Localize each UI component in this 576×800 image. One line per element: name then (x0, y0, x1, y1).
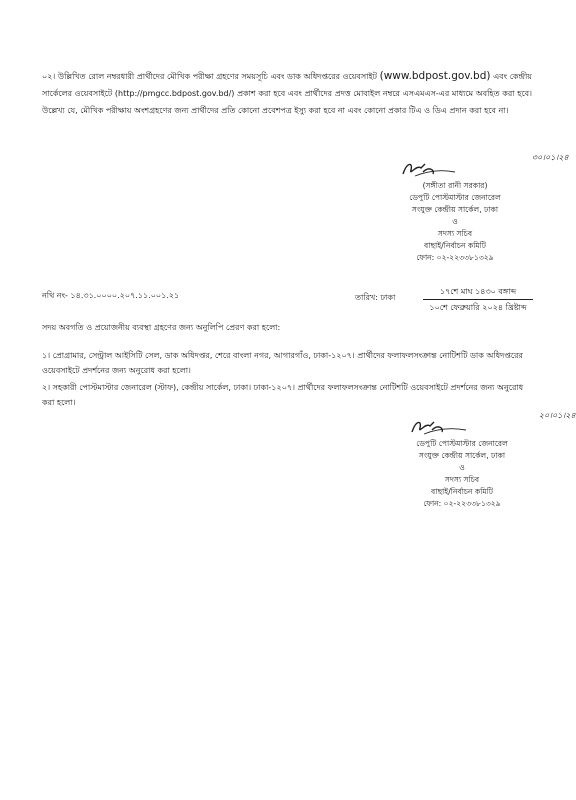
website-link-bdpost[interactable]: (www.bdpost.gov.bd) (379, 70, 491, 82)
signatory-and: ও (452, 217, 458, 226)
handwritten-date-1: ৩০।০১।২৪ (531, 153, 569, 162)
signatory2-and: ও (459, 463, 465, 472)
signatory-designation: ডেপুটি পোস্টমাস্টার জেনারেল (409, 193, 501, 202)
handwritten-signature-2 (372, 411, 576, 438)
notice-lead: ০২। উল্লিখিত রোল নম্বরধারী প্রার্থীদের মৌখিক পরীক্ষা গ্রহণের সময়সূচি এবং ডাক অধিদপ্তরের ওয়েবসাইট (42, 72, 377, 81)
notice-mid: এবং কেন্দ্রীয় সার্কেলের ওয়েবসাইটে (42, 72, 533, 98)
date-label: তারিখ: ঢাকা (355, 293, 396, 302)
signatory2-member-role: সদস্য সচিব (444, 475, 480, 484)
signatory2-phone: ফোন: ০২-২২৩৩৮১৩২৯ (423, 499, 501, 508)
date-gregorian: ১০শে ফেব্রুয়ারি ২০২৪ খ্রিষ্টাব্দ (429, 303, 527, 312)
recipient-1: ১। প্রোগ্রামার, সেন্ট্রাল আইসিটি সেল, ডাক অধিদপ্তর, শেরে বাংলা নগর, আগারগাঁও, ঢাকা-১২০৭। প্রার্থীদের ফলাফলসংক্রান্ত নোটিশটি ডাক অধিদপ্তরের ওয়েবসাইটে প্রদর্শনের জন্য অনুরোধ করা হলো। (42, 351, 523, 375)
handwritten-date-2: ২০।০১।২৪ (538, 411, 576, 420)
signatory2-committee: বাছাই/নির্বাচন কমিটি (431, 487, 493, 496)
handwritten-signature-1 (365, 153, 569, 180)
signatory2-office: সংযুক্ত কেন্দ্রীয় সার্কেল, ঢাকা (418, 451, 506, 460)
date-bangla: ১৭শে মাঘ ১৪৩০ বঙ্গাব্দ (423, 285, 533, 300)
signatory-office: সংযুক্ত কেন্দ্রীয় সার্কেল, ঢাকা (411, 205, 499, 214)
file-number: নথি নং- ১৪.৩১.০০০০.২০৭.১১.০০১.২১ (42, 291, 180, 300)
notice-paragraph (42, 68, 532, 119)
signatory-committee: বাছাই/নির্বাচন কমিটি (424, 241, 486, 250)
signatory2-designation: ডেপুটি পোস্টমাস্টার জেনারেল (416, 439, 508, 448)
copy-note: সদয় অবগতি ও প্রয়োজনীয় ব্যবস্থা গ্রহণের জন্য অনুলিপি প্রেরণ করা হলো: (42, 323, 281, 332)
notice-tail: প্রকাশ করা হবে এবং প্রার্থীদের প্রদত্ত মোবাইল নম্বরে এসএমএস-এর মাধ্যমে অবহিত করা হবে। উল্লেখ্য যে, মৌখিক পরীক্ষায় অংশগ্রহণের জন্য প্রার্থীদের প্রতি কোনো প্রবেশপত্র ইস্যু করা হবে না এবং কোনো প্রকার টিএ ও ডিএ প্রদান করা হবে না। (42, 89, 532, 115)
signature-block-2 (372, 411, 576, 510)
signature-block-1 (365, 153, 569, 264)
recipient-2: ২। সহকারী পোস্টমাস্টার জেনারেল (স্টাফ), কেন্দ্রীয় সার্কেল, ঢাকা। ঢাকা-১২০৭। প্রার্থীদের ফলাফলসংক্রান্ত নোটিশটি ওয়েবসাইটে প্রদর্শনের জন্য অনুরোধ করা হলো। (42, 383, 524, 407)
signatory-member-role: সদস্য সচিব (437, 229, 473, 238)
website-link-pmgcc[interactable]: (http://pmgcc.bdpost.gov.bd/) (114, 89, 235, 98)
signatory-name: (সঙ্গীতা রানী সরকার) (422, 181, 488, 190)
signatory-phone: ফোন: ০২-২২৩৩৮১৩২৯ (416, 253, 494, 262)
